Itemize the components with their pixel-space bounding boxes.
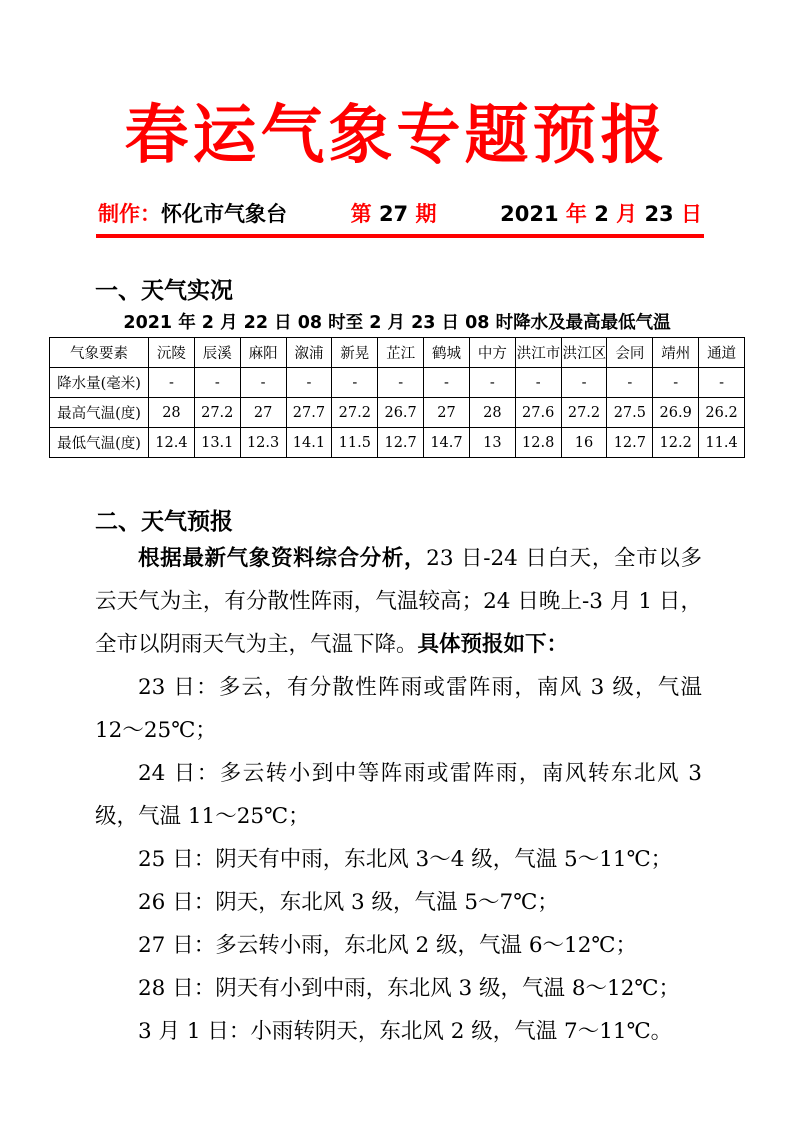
row-label: 最低气温(度) <box>50 428 149 458</box>
table-cell: 26.9 <box>653 398 699 428</box>
row-label: 降水量(毫米) <box>50 368 149 398</box>
forecast-item: 28 日：阴天有小到中雨，东北风 3 级，气温 8～12℃； <box>138 976 680 1001</box>
station-column-header: 会同 <box>607 338 653 368</box>
station-column-header: 新晃 <box>332 338 378 368</box>
section1-heading: 一、天气实况 <box>95 278 233 304</box>
forecast-intro-paragraph <box>95 537 702 666</box>
table-cell: - <box>699 368 745 398</box>
forecast-item: 25 日：阴天有中雨，东北风 3～4 级，气温 5～11℃； <box>138 847 673 872</box>
table-cell: - <box>378 368 424 398</box>
producer-label: 制作： <box>98 202 161 226</box>
table-cell: 27.7 <box>286 398 332 428</box>
table-cell: - <box>332 368 378 398</box>
table-cell: 13 <box>469 428 515 458</box>
issue-number: 27 <box>378 202 409 226</box>
table-cell: 27.5 <box>607 398 653 428</box>
station-column-header: 辰溪 <box>194 338 240 368</box>
forecast-item: 3 月 1 日：小雨转阴天，东北风 2 级，气温 7～11℃。 <box>138 1019 673 1044</box>
date-day: 23 <box>644 202 674 226</box>
table-cell: - <box>424 368 470 398</box>
document-body <box>57 276 738 1053</box>
station-column-header: 通道 <box>699 338 745 368</box>
table-cell: 16 <box>561 428 607 458</box>
table-cell: - <box>515 368 561 398</box>
forecast-item: 24 日：多云转小到中等阵雨或雷阵雨，南风转东北风 3 级，气温 11～25℃； <box>95 761 702 829</box>
table-cell: 14.7 <box>424 428 470 458</box>
table-cell: - <box>240 368 286 398</box>
table-cell: 13.1 <box>194 428 240 458</box>
header-rule <box>96 234 704 238</box>
station-column-header: 沅陵 <box>149 338 195 368</box>
table-cell: 12.8 <box>515 428 561 458</box>
document-title: 春运气象专题预报 <box>124 98 669 173</box>
station-column-header: 溆浦 <box>286 338 332 368</box>
table-cell: 27.2 <box>561 398 607 428</box>
producer-field <box>98 199 287 229</box>
table-cell: - <box>607 368 653 398</box>
table-cell: - <box>653 368 699 398</box>
table-cell: 12.3 <box>240 428 286 458</box>
row-label: 最高气温(度) <box>50 398 149 428</box>
section2-heading: 二、天气预报 <box>95 509 233 535</box>
table-cell: 27 <box>424 398 470 428</box>
station-column-header: 中方 <box>469 338 515 368</box>
table-cell: - <box>286 368 332 398</box>
table-cell: - <box>194 368 240 398</box>
table-cell: 27.6 <box>515 398 561 428</box>
weather-table-body <box>50 368 745 458</box>
table-cell: 11.4 <box>699 428 745 458</box>
intro-lead-bold: 根据最新气象资料综合分析， <box>138 546 427 571</box>
table-cell: 12.7 <box>378 428 424 458</box>
header-meta-row <box>98 199 702 229</box>
table-row <box>50 368 745 398</box>
weather-table-header-row <box>50 338 745 368</box>
station-column-header: 洪江区 <box>561 338 607 368</box>
issue-date-field <box>500 199 702 229</box>
forecast-list <box>95 666 702 1053</box>
forecast-item: 23 日：多云，有分散性阵雨或雷阵雨，南风 3 级，气温 12～25℃； <box>95 675 702 743</box>
issue-prefix: 第 <box>350 202 372 226</box>
issue-number-field <box>351 199 437 229</box>
weather-table-caption: 2021 年 2 月 22 日 08 时至 2 月 23 日 08 时降水及最高最低气温 <box>123 313 671 333</box>
station-column-header: 麻阳 <box>240 338 286 368</box>
table-cell: - <box>561 368 607 398</box>
intro-text: 23 日-24 日白天，全市以多云天气为主，有分散性阵雨，气温较高；24 日晚上-3 月 1 日，全市以阴雨天气为主，气温下降。 <box>95 546 702 657</box>
table-cell: - <box>469 368 515 398</box>
forecast-item: 26 日：阴天，东北风 3 级，气温 5～7℃； <box>138 890 559 915</box>
table-cell: 11.5 <box>332 428 378 458</box>
table-cell: 28 <box>469 398 515 428</box>
table-cell: 12.2 <box>653 428 699 458</box>
weather-table <box>49 337 745 458</box>
table-cell: 27 <box>240 398 286 428</box>
table-corner-header: 气象要素 <box>50 338 149 368</box>
date-month: 2 <box>594 202 609 226</box>
table-cell: 12.7 <box>607 428 653 458</box>
station-column-header: 靖州 <box>653 338 699 368</box>
intro-tail-bold: 具体预报如下： <box>417 632 569 657</box>
date-year-label: 年 <box>565 202 587 226</box>
table-cell: 12.4 <box>149 428 195 458</box>
date-month-label: 月 <box>616 202 638 226</box>
station-column-header: 芷江 <box>378 338 424 368</box>
station-column-header: 鹤城 <box>424 338 470 368</box>
table-cell: 26.7 <box>378 398 424 428</box>
station-column-header: 洪江市 <box>515 338 561 368</box>
producer-value: 怀化市气象台 <box>161 202 287 226</box>
table-row <box>50 428 745 458</box>
forecast-item: 27 日：多云转小雨，东北风 2 级，气温 6～12℃； <box>138 933 637 958</box>
table-cell: 27.2 <box>332 398 378 428</box>
date-year: 2021 <box>500 202 559 226</box>
table-cell: 14.1 <box>286 428 332 458</box>
table-cell: - <box>149 368 195 398</box>
table-row <box>50 398 745 428</box>
table-cell: 26.2 <box>699 398 745 428</box>
table-cell: 28 <box>149 398 195 428</box>
date-day-label: 日 <box>680 202 702 226</box>
table-cell: 27.2 <box>194 398 240 428</box>
issue-suffix: 期 <box>415 202 437 226</box>
